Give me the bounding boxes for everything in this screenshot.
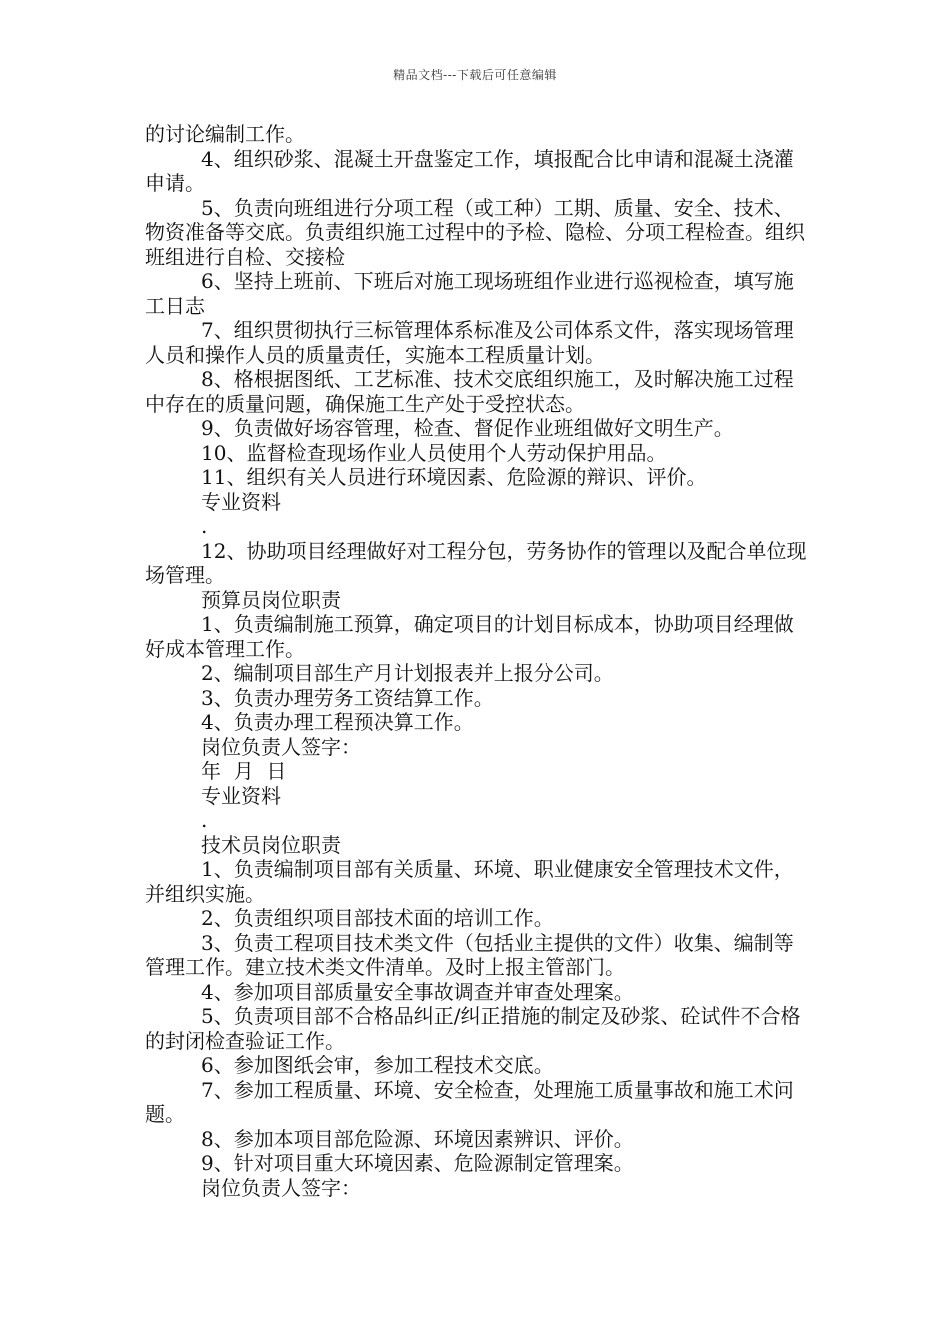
- paragraph: 9、针对项目重大环境因素、危险源制定管理案。: [201, 1151, 634, 1175]
- paragraph: 9、负责做好场容管理，检查、督促作业班组做好文明生产。: [201, 416, 734, 440]
- paragraph: 7、组织贯彻执行三标管理体系标准及公司体系文件，落实现场管理人员和操作人员的质量责任，实施本工程质量计划。: [145, 318, 794, 367]
- paragraph: 3、负责工程项目技术类文件（包括业主提供的文件）收集、编制等管理工作。建立技术类文件清单。及时上报主管部门。: [145, 930, 794, 979]
- paragraph: 2、编制项目部生产月计划报表并上报分公司。: [201, 661, 614, 685]
- paragraph: 5、负责项目部不合格品纠正/纠正措施的制定及砂浆、砼试件不合格的封闭检查验证工作。: [145, 1004, 801, 1053]
- paragraph: 1、负责编制项目部有关质量、环境、职业健康安全管理技术文件，并组织实施。: [145, 857, 794, 906]
- paragraph: 4、负责办理工程预决算工作。: [201, 710, 474, 734]
- paragraph: 的讨论编制工作。: [145, 122, 305, 146]
- paragraph: 3、负责办理劳务工资结算工作。: [201, 685, 494, 710]
- signature-line: 岗位负责人签字：: [201, 1175, 361, 1200]
- paragraph: 6、参加图纸会审，参加工程技术交底。: [201, 1053, 554, 1077]
- paragraph: 10、监督检查现场作业人员使用个人劳动保护用品。: [201, 440, 667, 465]
- paragraph: 5、负责向班组进行分项工程（或工种）工期、质量、安全、技术、物资准备等交底。负责组织施工过程中的予检、隐检、分项工程检查。组织班组进行自检、交接检: [145, 195, 805, 269]
- page-header: 精品文档---下载后可任意编辑: [393, 68, 557, 82]
- paragraph: 8、格根据图纸、工艺标准、技术交底组织施工，及时解决施工过程中存在的质量问题，确保施工生产处于受控状态。: [145, 367, 794, 416]
- section-dot: .: [201, 808, 208, 832]
- section-heading: 技术员岗位职责: [201, 832, 341, 857]
- section-marker: 专业资料: [201, 489, 281, 514]
- paragraph: 2、负责组织项目部技术面的培训工作。: [201, 906, 554, 930]
- paragraph: 7、参加工程质量、环境、安全检查，处理施工质量事故和施工术问题。: [145, 1077, 794, 1126]
- paragraph: 4、组织砂浆、混凝土开盘鉴定工作，填报配合比申请和混凝土浇灌申请。: [145, 146, 794, 195]
- document-body: [145, 122, 810, 1200]
- paragraph: 11、组织有关人员进行环境因素、危险源的辩识、评价。: [201, 465, 707, 489]
- signature-line: 岗位负责人签字：: [201, 734, 361, 759]
- date-line: 年 月 日: [201, 759, 287, 783]
- section-dot: .: [201, 514, 208, 538]
- paragraph: 4、参加项目部质量安全事故调查并审查处理案。: [201, 979, 634, 1004]
- paragraph: 12、协助项目经理做好对工程分包，劳务协作的管理以及配合单位现场管理。: [145, 538, 807, 587]
- section-marker: 专业资料: [201, 783, 281, 808]
- paragraph: 8、参加本项目部危险源、环境因素辨识、评价。: [201, 1126, 634, 1151]
- paragraph: 6、坚持上班前、下班后对施工现场班组作业进行巡视检查，填写施工日志: [145, 269, 794, 318]
- paragraph: 1、负责编制施工预算，确定项目的计划目标成本，协助项目经理做好成本管理工作。: [145, 612, 794, 661]
- section-heading: 预算员岗位职责: [201, 587, 341, 612]
